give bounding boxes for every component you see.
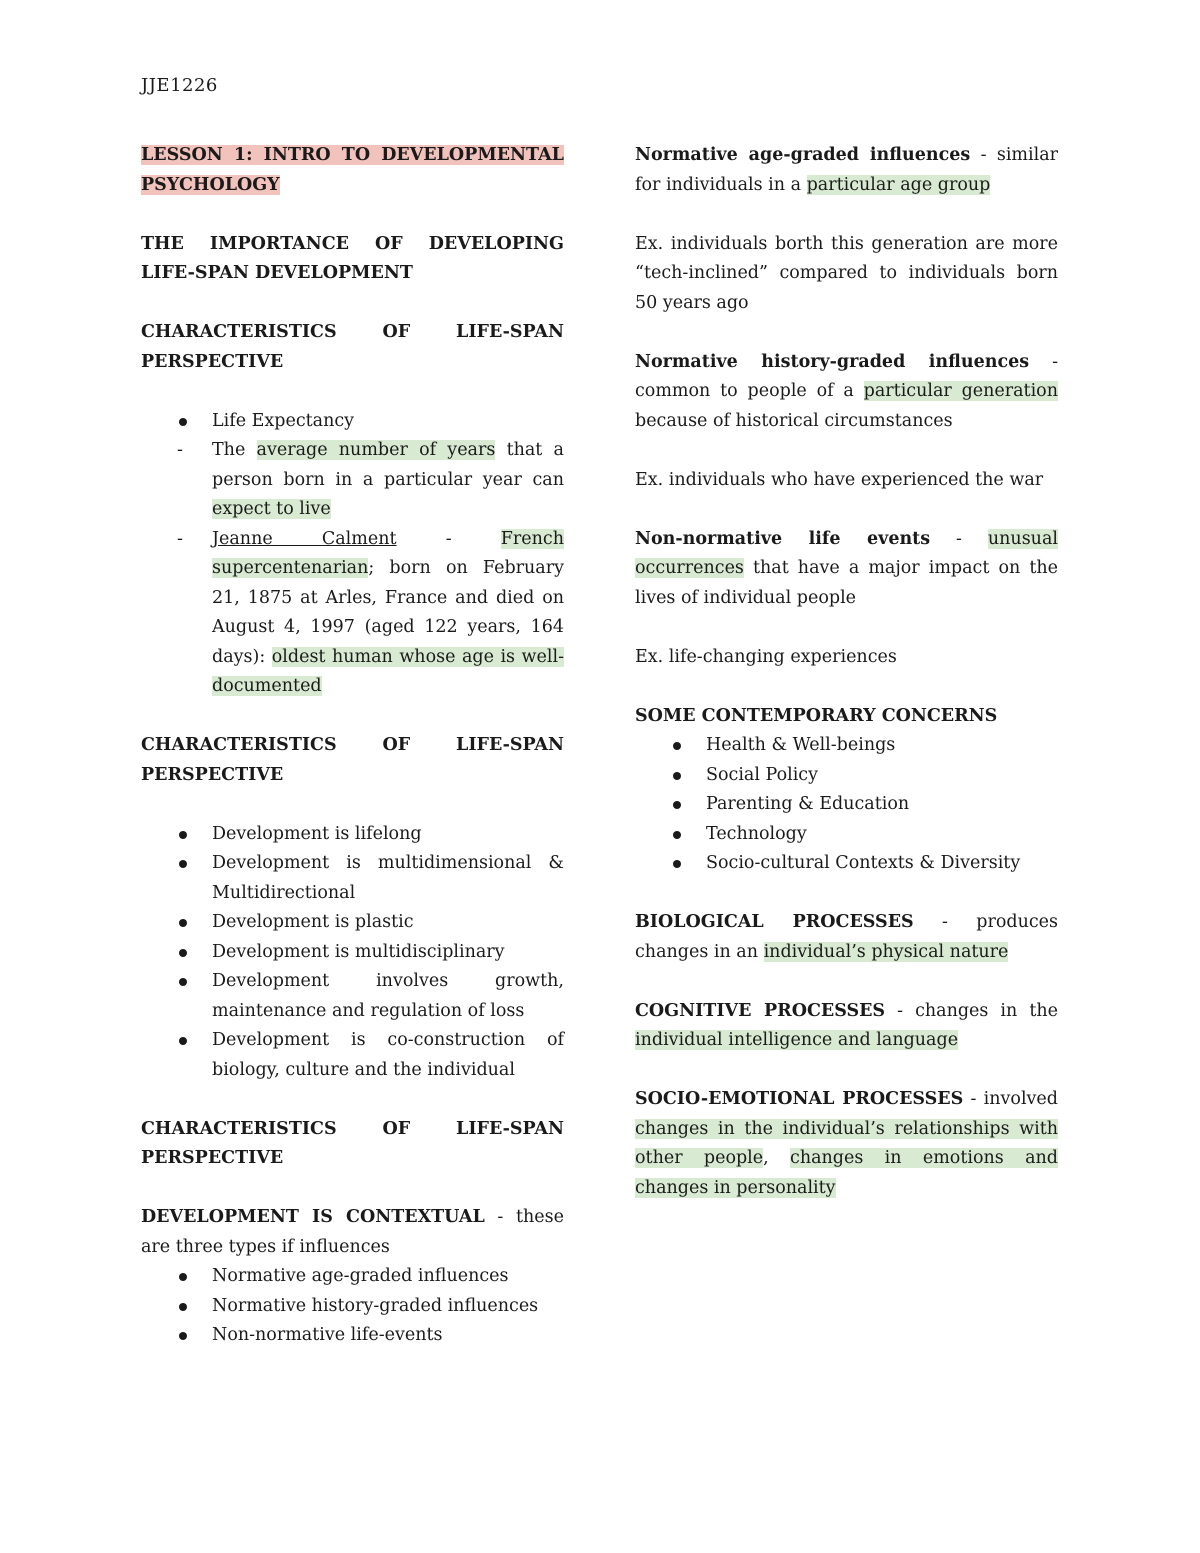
list-item: Social Policy bbox=[635, 761, 1058, 791]
concerns-list bbox=[635, 731, 1058, 879]
jeanne-calment-name: Jeanne Calment bbox=[212, 528, 397, 549]
list-item: Parenting & Education bbox=[635, 790, 1058, 820]
importance-heading: THE IMPORTANCE OF DEVELOPING LIFE-SPAN DEVELOPMENT bbox=[141, 233, 564, 283]
biological-processes-paragraph: BIOLOGICAL PROCESSES - produces changes in an individual’s physical nature bbox=[635, 912, 1058, 962]
list-item: Health & Well-beings bbox=[635, 731, 1058, 761]
socio-emotional-processes-paragraph: SOCIO-EMOTIONAL PROCESSES - involved changes in the individual’s relationships with other people, changes in emotions and changes in personality bbox=[635, 1089, 1058, 1198]
non-normative-paragraph: Non-normative life events - unusual occurrences that have a major impact on the lives of individual people bbox=[635, 528, 1058, 608]
list-item: Development is multidimensional & Multidirectional bbox=[141, 849, 564, 908]
list-item: - The average number of years that a person born in a particular year can expect to live bbox=[141, 436, 564, 525]
lesson-title: LESSON 1: INTRO TO DEVELOPMENTAL PSYCHOLOGY bbox=[141, 145, 564, 195]
list-item: Life Expectancy bbox=[141, 407, 564, 437]
list-item: Normative age-graded influences bbox=[141, 1262, 564, 1292]
characteristics-heading-2: CHARACTERISTICS OF LIFE-SPAN PERSPECTIVE bbox=[141, 735, 564, 785]
list-item: Development is plastic bbox=[141, 908, 564, 938]
list-item: Development involves growth, maintenance and regulation of loss bbox=[141, 967, 564, 1026]
contextual-paragraph: DEVELOPMENT IS CONTEXTUAL - these are three types if influences bbox=[141, 1207, 564, 1257]
cognitive-processes-paragraph: COGNITIVE PROCESSES - changes in the individual intelligence and language bbox=[635, 1000, 1058, 1050]
right-column bbox=[635, 141, 1058, 1203]
left-column bbox=[141, 141, 564, 1351]
characteristics-heading-1: CHARACTERISTICS OF LIFE-SPAN PERSPECTIVE bbox=[141, 322, 564, 372]
non-normative-example: Ex. life-changing experiences bbox=[635, 646, 897, 667]
list-item: Normative history-graded influences bbox=[141, 1292, 564, 1322]
list-item: Socio-cultural Contexts & Diversity bbox=[635, 849, 1058, 879]
list-item: - Jeanne Calment - French supercentenarian; born on February 21, 1875 at Arles, France and died on August 4, 1997 (aged 122 years, 164 days): oldest human whose age is well-documented bbox=[141, 525, 564, 702]
age-graded-example: Ex. individuals borth this generation are more “tech-inclined” compared to individuals born 50 years ago bbox=[635, 233, 1058, 313]
history-graded-paragraph: Normative history-graded influences - common to people of a particular generation because of historical circumstances bbox=[635, 351, 1058, 431]
characteristics-list bbox=[141, 820, 564, 1086]
influences-list bbox=[141, 1262, 564, 1351]
history-graded-example: Ex. individuals who have experienced the war bbox=[635, 469, 1044, 490]
list-item: Development is co-construction of biology, culture and the individual bbox=[141, 1026, 564, 1085]
concerns-heading: SOME CONTEMPORARY CONCERNS bbox=[635, 705, 998, 726]
list-item: Development is multidisciplinary bbox=[141, 938, 564, 968]
age-graded-paragraph: Normative age-graded influences - similar for individuals in a particular age group bbox=[635, 145, 1059, 195]
life-expectancy-list bbox=[141, 407, 564, 702]
list-item: Non-normative life-events bbox=[141, 1321, 564, 1351]
list-item: Development is lifelong bbox=[141, 820, 564, 850]
document-header-code: JJE1226 bbox=[141, 75, 218, 96]
list-item: Technology bbox=[635, 820, 1058, 850]
characteristics-heading-3: CHARACTERISTICS OF LIFE-SPAN PERSPECTIVE bbox=[141, 1118, 564, 1168]
